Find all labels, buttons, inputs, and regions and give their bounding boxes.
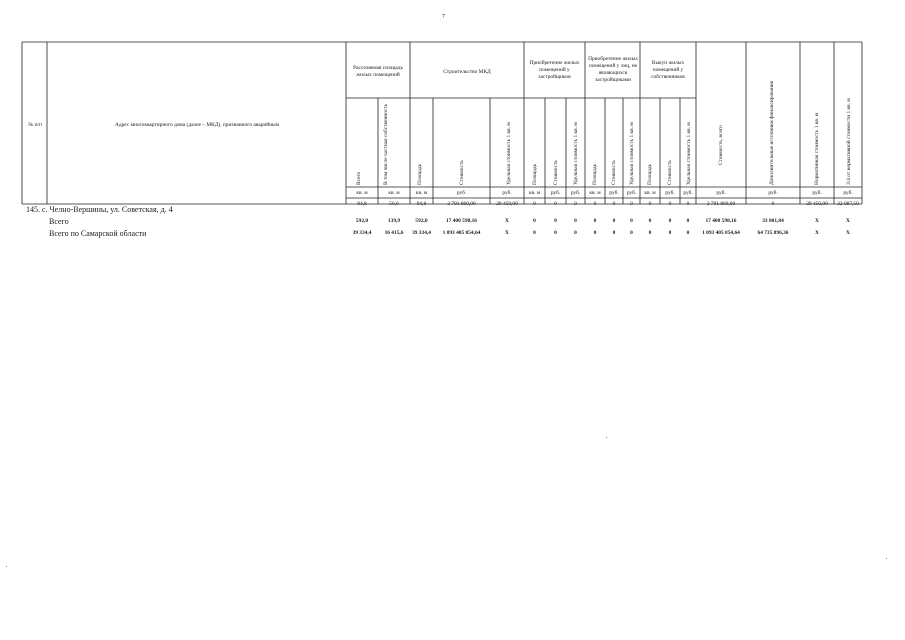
cell-extra: 33 801,84 (762, 218, 784, 224)
cell-total: 94,8 (357, 201, 367, 207)
table-header (0, 0, 905, 210)
cell-constr-cost: 2 791 860,00 (447, 201, 476, 207)
cell-other-cost: 0 (612, 201, 616, 207)
cell-private: 56,6 (389, 201, 399, 207)
address-header: Адрес многоквартирного дома (далее – МКД), признанного аварийным (114, 121, 280, 128)
col-norm-label: Нормативная стоимость 1 кв. м (814, 112, 820, 185)
construction-group-header: Строительство МКД (443, 68, 491, 75)
cell-constr-area: 39 334,4 (412, 230, 431, 236)
no-header: № п/п (28, 121, 42, 128)
cell-extra: 64 735 896,36 (757, 230, 789, 236)
cell-extra: 0 (771, 201, 775, 207)
unit-constr-area: кв. м (415, 190, 428, 196)
unit-dev-cost: руб. (550, 190, 561, 196)
col-other-unit-label: Удельная стоимость 1 кв. м (629, 122, 635, 185)
unit-total: кв. м (356, 190, 368, 196)
cell-norm: 29 450,00 (806, 201, 828, 207)
cell-dev-unit: 0 (574, 201, 577, 207)
cell-dev-area: 0 (533, 201, 536, 207)
col-constr-area-label: Площадь (417, 163, 423, 185)
col-three-quarters-label: 3/4 от нормативной стоимости 1 кв. м (846, 98, 852, 185)
cell-dev-cost: 0 (554, 230, 557, 236)
col-constr-cost-label: Стоимость (459, 160, 465, 185)
cell-dev-unit: 0 (574, 230, 577, 236)
table-row (0, 201, 905, 216)
cell-three-quarters: 22 087,50 (837, 201, 859, 207)
cell-cost-total: 2 791 860,00 (706, 201, 736, 207)
col-cost-total-label: Стоимость, всего (718, 125, 724, 165)
cell-cost-total: 17 400 598,16 (705, 218, 737, 224)
cell-other-area: 0 (593, 218, 597, 224)
cell-other-unit: 0 (630, 218, 633, 224)
col-buyout-area-label: Площадь (647, 163, 653, 185)
unit-three-quarters: руб. (843, 190, 853, 196)
cell-other-unit: 0 (630, 201, 633, 207)
cell-constr-cost: 1 093 405 854,64 (442, 230, 481, 236)
unit-dev-area: кв. м (528, 190, 541, 196)
cell-dev-area: 0 (533, 218, 536, 224)
cell-dev-cost: 0 (554, 201, 557, 207)
unit-cost-total: руб. (716, 190, 726, 196)
table-row (0, 217, 905, 228)
unit-buyout-unit: руб. (683, 190, 693, 196)
row-label: Всего по Самарской области (49, 229, 147, 238)
unit-extra: руб. (768, 190, 778, 196)
page-number: 7 (442, 14, 445, 20)
unit-dev-unit: руб. (570, 190, 581, 196)
cell-buyout-area: 0 (648, 201, 652, 207)
cell-constr-area: 94,8 (416, 201, 427, 207)
cell-total: 39 334,4 (352, 230, 372, 236)
cell-total: 592,0 (355, 218, 369, 224)
area-group-header: Расселяемая площадь жилых помещений (353, 65, 403, 78)
scan-speck (886, 558, 887, 559)
col-other-area-label: Площадь (592, 163, 598, 185)
col-dev-unit-label: Удельная стоимость 1 кв. м (573, 122, 579, 185)
col-dev-cost-label: Стоимость (553, 160, 559, 185)
unit-private: кв. м (388, 190, 400, 196)
cell-three-quarters: X (846, 230, 850, 236)
cell-constr-unit: X (505, 218, 509, 224)
scan-speck (6, 566, 7, 567)
cell-buyout-cost: 0 (668, 218, 672, 224)
unit-buyout-cost: руб. (665, 190, 675, 196)
cell-constr-area: 592,0 (415, 218, 428, 224)
row-number: 145. (26, 205, 40, 214)
cell-other-area: 0 (593, 230, 597, 236)
col-other-cost-label: Стоимость (611, 160, 617, 185)
purchase-other-group-header: Приобретение жилых помещений у лиц, не являющихся застройщиками (588, 56, 638, 83)
cell-buyout-unit: 0 (686, 201, 690, 207)
unit-constr-cost: руб. (456, 190, 467, 196)
cell-buyout-area: 0 (648, 218, 652, 224)
cell-buyout-unit: 0 (686, 230, 690, 236)
cell-norm: X (815, 230, 819, 236)
cell-buyout-cost: 0 (668, 230, 672, 236)
row-label: с. Челно-Вершины, ул. Советская, д. 4 (42, 205, 173, 214)
unit-buyout-area: кв. м (644, 190, 656, 196)
col-extra-label: Дополнительные источники финансирования (769, 80, 775, 185)
cell-dev-cost: 0 (554, 218, 557, 224)
row-label: Всего (49, 217, 69, 226)
cell-buyout-cost: 0 (668, 201, 672, 207)
cell-other-cost: 0 (612, 218, 616, 224)
cell-private: 139,9 (387, 218, 401, 224)
cell-buyout-area: 0 (648, 230, 652, 236)
unit-other-area: кв. м (589, 190, 601, 196)
col-dev-area-label: Площадь (532, 163, 538, 185)
unit-other-unit: руб. (626, 190, 637, 196)
unit-norm: руб. (812, 190, 822, 196)
table-row (0, 229, 905, 240)
cell-other-unit: 0 (630, 230, 633, 236)
cell-constr-unit: X (505, 230, 509, 236)
cell-dev-unit: 0 (574, 218, 577, 224)
purchase-dev-group-header: Приобретение жилых помещений у застройщиков (529, 59, 580, 80)
cell-cost-total: 1 093 405 854,64 (702, 230, 740, 236)
scan-speck (606, 437, 607, 438)
col-buyout-cost-label: Стоимость (667, 160, 673, 185)
cell-constr-cost: 17 400 598,16 (446, 218, 477, 224)
col-private-label: В том числе частная собственность (383, 103, 389, 185)
buyout-group-header: Выкуп жилых помещений у собственников (651, 59, 685, 80)
unit-constr-unit: руб. (502, 190, 512, 196)
cell-private: 16 415,6 (384, 230, 404, 236)
unit-other-cost: руб. (609, 190, 619, 196)
col-buyout-unit-label: Удельная стоимость 1 кв. м (686, 122, 692, 185)
cell-dev-area: 0 (533, 230, 536, 236)
cell-norm: X (815, 218, 819, 224)
col-total-label: Всего (356, 171, 362, 185)
cell-other-area: 0 (593, 201, 597, 207)
col-constr-unit-label: Удельная стоимость 1 кв. м (506, 122, 512, 185)
cell-constr-unit: 29 450,00 (496, 201, 518, 207)
cell-buyout-unit: 0 (686, 218, 690, 224)
cell-three-quarters: X (846, 218, 850, 224)
cell-other-cost: 0 (612, 230, 616, 236)
